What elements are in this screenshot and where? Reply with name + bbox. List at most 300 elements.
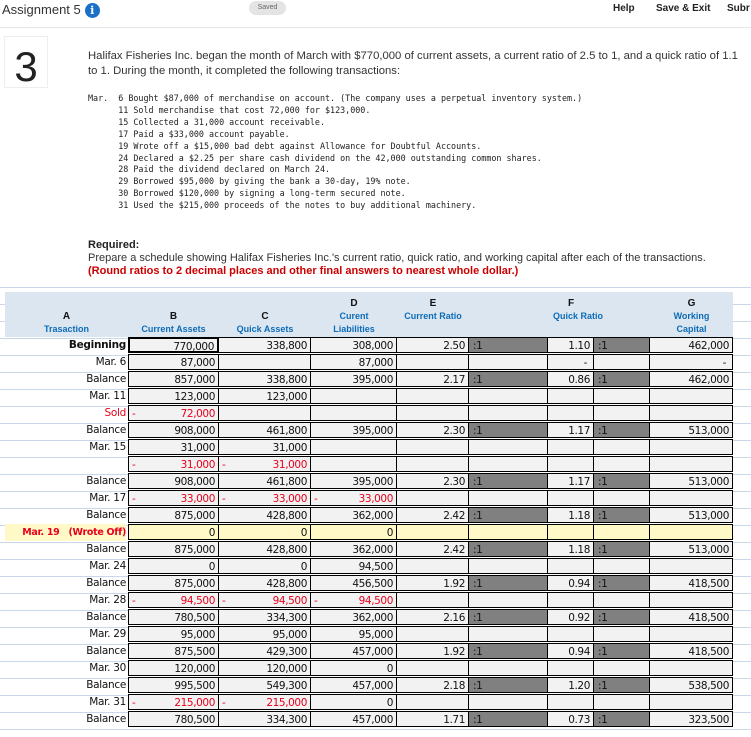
current-ratio-cell[interactable] xyxy=(397,609,469,625)
cell-value: 2.30 xyxy=(443,425,465,437)
current-liabilities-cell[interactable] xyxy=(311,422,397,438)
working-capital-cell[interactable] xyxy=(650,541,733,557)
current-liabilities-cell[interactable] xyxy=(311,575,397,591)
current-ratio-cell[interactable] xyxy=(397,422,469,438)
quick-assets-cell[interactable] xyxy=(219,456,311,472)
current-assets-cell[interactable] xyxy=(128,711,219,727)
working-capital-cell[interactable] xyxy=(650,694,733,710)
cell-value: 362,000 xyxy=(352,544,393,556)
quick-assets-cell[interactable] xyxy=(219,473,311,489)
current-assets-cell[interactable] xyxy=(128,354,219,370)
working-capital-cell[interactable] xyxy=(650,456,733,472)
cell-value: 95,000 xyxy=(180,629,215,641)
current-assets-cell[interactable] xyxy=(128,456,219,472)
quick-ratio-cell[interactable] xyxy=(548,524,594,540)
help-button[interactable]: Help xyxy=(613,3,635,14)
quick-assets-cell[interactable] xyxy=(219,541,311,557)
current-assets-cell[interactable] xyxy=(128,405,219,421)
transaction-label: Balance xyxy=(86,424,126,436)
current-ratio-suffix: :1 xyxy=(469,507,548,523)
quick-ratio-cell[interactable] xyxy=(548,354,594,370)
quick-ratio-suffix[interactable] xyxy=(594,558,650,574)
column-letter: C xyxy=(261,311,269,322)
quick-assets-cell[interactable] xyxy=(219,422,311,438)
cell-value: 875,000 xyxy=(174,510,215,522)
cell-value: 1.92 xyxy=(443,646,465,658)
current-ratio-cell[interactable] xyxy=(397,507,469,523)
current-ratio-cell[interactable] xyxy=(397,490,469,506)
current-ratio-suffix[interactable] xyxy=(469,592,548,608)
current-ratio-suffix[interactable] xyxy=(469,626,548,642)
cell-value: - xyxy=(583,357,587,369)
current-liabilities-cell[interactable] xyxy=(311,405,397,421)
cell-value: 120,000 xyxy=(266,663,307,675)
transaction-label: Mar. 31 xyxy=(89,696,126,708)
transaction-label: Mar. 28 xyxy=(89,594,126,606)
grid-line xyxy=(0,729,751,730)
table-row xyxy=(0,456,751,473)
table-row xyxy=(0,609,751,626)
cell-value: 87,000 xyxy=(358,357,393,369)
quick-ratio-suffix: :1 xyxy=(594,473,650,489)
current-assets-cell[interactable] xyxy=(128,694,219,710)
minus-sign: - xyxy=(132,459,136,471)
current-liabilities-cell[interactable] xyxy=(311,558,397,574)
working-capital-cell[interactable] xyxy=(650,524,733,540)
question-number: 3 xyxy=(4,36,48,88)
current-ratio-suffix: :1 xyxy=(469,575,548,591)
cell-value: 215,000 xyxy=(174,697,215,709)
current-ratio-cell[interactable] xyxy=(397,592,469,608)
current-liabilities-cell[interactable] xyxy=(311,473,397,489)
cell-value: 462,000 xyxy=(688,340,729,352)
working-capital-cell[interactable] xyxy=(650,711,733,727)
quick-ratio-cell[interactable] xyxy=(548,422,594,438)
quick-assets-cell[interactable] xyxy=(219,507,311,523)
minus-sign: - xyxy=(132,595,136,607)
transaction-label xyxy=(5,456,126,473)
quick-ratio-cell[interactable] xyxy=(548,439,594,455)
cell-value: 94,500 xyxy=(180,595,215,607)
current-ratio-cell[interactable] xyxy=(397,575,469,591)
quick-ratio-cell[interactable] xyxy=(548,575,594,591)
working-capital-cell[interactable] xyxy=(650,371,733,387)
current-liabilities-cell[interactable] xyxy=(311,660,397,676)
table-row xyxy=(0,524,751,541)
current-ratio-cell[interactable] xyxy=(397,558,469,574)
column-title: Curent Liabilities xyxy=(333,311,375,334)
column-title: Trasaction xyxy=(43,324,90,334)
column-header-g xyxy=(650,297,733,336)
transaction-label: Balance xyxy=(86,645,126,657)
working-capital-cell[interactable] xyxy=(650,609,733,625)
current-ratio-cell[interactable] xyxy=(397,456,469,472)
quick-assets-cell[interactable] xyxy=(219,524,311,540)
current-ratio-suffix[interactable] xyxy=(469,456,548,472)
cell-value: 2.18 xyxy=(443,680,465,692)
cell-value: 308,000 xyxy=(352,340,393,352)
cell-value: 429,300 xyxy=(266,646,307,658)
current-liabilities-cell[interactable] xyxy=(311,507,397,523)
transaction-label: Mar. 11 xyxy=(89,390,126,402)
current-ratio-cell[interactable] xyxy=(397,660,469,676)
current-assets-cell[interactable] xyxy=(128,677,219,693)
current-ratio-suffix[interactable] xyxy=(469,694,548,710)
minus-sign: - xyxy=(222,459,226,471)
quick-ratio-cell[interactable] xyxy=(548,507,594,523)
quick-ratio-cell[interactable] xyxy=(548,388,594,404)
current-liabilities-cell[interactable] xyxy=(311,371,397,387)
quick-ratio-suffix[interactable] xyxy=(594,354,650,370)
transaction-label: Sold xyxy=(104,407,126,419)
quick-ratio-suffix: :1 xyxy=(594,337,650,353)
cell-value: 0 xyxy=(208,561,215,573)
current-liabilities-cell[interactable] xyxy=(311,711,397,727)
minus-sign: - xyxy=(314,595,318,607)
quick-ratio-cell[interactable] xyxy=(548,456,594,472)
working-capital-cell[interactable] xyxy=(650,677,733,693)
quick-assets-cell[interactable] xyxy=(219,490,311,506)
table-row xyxy=(0,626,751,643)
quick-ratio-suffix: :1 xyxy=(594,575,650,591)
cell-value: 857,000 xyxy=(174,374,215,386)
working-capital-cell[interactable] xyxy=(650,490,733,506)
cell-value: 1.20 xyxy=(568,680,590,692)
required-label: Required: xyxy=(88,239,140,251)
minus-sign: - xyxy=(132,697,136,709)
quick-ratio-suffix: :1 xyxy=(594,677,650,693)
quick-assets-cell[interactable] xyxy=(219,711,311,727)
cell-value: 0 xyxy=(208,527,215,539)
quick-ratio-suffix[interactable] xyxy=(594,490,650,506)
cell-value: 362,000 xyxy=(352,612,393,624)
quick-ratio-suffix[interactable] xyxy=(594,694,650,710)
info-icon[interactable]: i xyxy=(85,3,100,18)
column-title: Quick Assets xyxy=(236,324,294,334)
table-row xyxy=(0,575,751,592)
quick-assets-cell[interactable] xyxy=(219,558,311,574)
minus-sign: - xyxy=(222,493,226,505)
cell-value: 770,000 xyxy=(173,341,214,353)
quick-assets-cell[interactable] xyxy=(219,439,311,455)
quick-ratio-suffix[interactable] xyxy=(594,439,650,455)
cell-value: 334,300 xyxy=(266,714,307,726)
column-letter: F xyxy=(567,298,575,309)
cell-value: 95,000 xyxy=(358,629,393,641)
cell-value: 780,500 xyxy=(174,714,215,726)
quick-ratio-cell[interactable] xyxy=(548,711,594,727)
submit-button[interactable]: Subr xyxy=(727,3,750,14)
table-row xyxy=(0,592,751,609)
cell-value: 513,000 xyxy=(688,544,729,556)
cell-value: 94,500 xyxy=(358,561,393,573)
current-liabilities-cell[interactable] xyxy=(311,337,397,353)
table-row xyxy=(0,558,751,575)
quick-assets-cell[interactable] xyxy=(219,609,311,625)
working-capital-cell[interactable] xyxy=(650,575,733,591)
quick-ratio-cell[interactable] xyxy=(548,337,594,353)
cell-value: 87,000 xyxy=(180,357,215,369)
quick-assets-cell[interactable] xyxy=(219,405,311,421)
cell-value: 33,000 xyxy=(358,493,393,505)
current-liabilities-cell[interactable] xyxy=(311,592,397,608)
transaction-label: Balance xyxy=(86,475,126,487)
transaction-label: Mar. 24 xyxy=(89,560,126,572)
cell-value: 461,800 xyxy=(266,476,307,488)
current-assets-cell[interactable] xyxy=(128,473,219,489)
quick-ratio-suffix[interactable] xyxy=(594,592,650,608)
column-letter: B xyxy=(169,311,178,322)
quick-ratio-cell[interactable] xyxy=(548,660,594,676)
current-liabilities-cell[interactable] xyxy=(311,541,397,557)
quick-ratio-suffix: :1 xyxy=(594,422,650,438)
current-assets-cell[interactable] xyxy=(128,439,219,455)
current-liabilities-cell[interactable] xyxy=(311,609,397,625)
transaction-label: Balance xyxy=(86,611,126,623)
current-ratio-suffix[interactable] xyxy=(469,524,548,540)
working-capital-cell[interactable] xyxy=(650,558,733,574)
working-capital-cell[interactable] xyxy=(650,405,733,421)
current-ratio-cell[interactable] xyxy=(397,388,469,404)
column-header-e xyxy=(397,297,469,323)
quick-ratio-suffix: :1 xyxy=(594,609,650,625)
working-capital-cell[interactable] xyxy=(650,660,733,676)
table-row xyxy=(0,660,751,677)
saved-status: Saved xyxy=(249,1,286,15)
quick-ratio-suffix[interactable] xyxy=(594,524,650,540)
minus-sign: - xyxy=(132,408,136,420)
minus-sign: - xyxy=(222,697,226,709)
transaction-label: Balance xyxy=(86,713,126,725)
current-liabilities-cell[interactable] xyxy=(311,456,397,472)
current-ratio-cell[interactable] xyxy=(397,711,469,727)
quick-ratio-cell[interactable] xyxy=(548,677,594,693)
table-row xyxy=(0,388,751,405)
current-ratio-suffix[interactable] xyxy=(469,354,548,370)
column-letter: D xyxy=(350,298,358,309)
quick-ratio-cell[interactable] xyxy=(548,558,594,574)
cell-value: 1.17 xyxy=(568,425,590,437)
cell-value: 1.18 xyxy=(568,510,590,522)
current-liabilities-cell[interactable] xyxy=(311,388,397,404)
quick-assets-cell[interactable] xyxy=(219,660,311,676)
cell-value: 33,000 xyxy=(272,493,307,505)
current-ratio-cell[interactable] xyxy=(397,473,469,489)
current-ratio-cell[interactable] xyxy=(397,439,469,455)
current-liabilities-cell[interactable] xyxy=(311,354,397,370)
current-assets-cell[interactable] xyxy=(128,660,219,676)
current-ratio-suffix[interactable] xyxy=(469,405,548,421)
quick-ratio-suffix[interactable] xyxy=(594,660,650,676)
quick-assets-cell[interactable] xyxy=(219,388,311,404)
current-liabilities-cell[interactable] xyxy=(311,490,397,506)
current-assets-cell[interactable] xyxy=(128,490,219,506)
current-ratio-cell[interactable] xyxy=(397,405,469,421)
current-ratio-suffix[interactable] xyxy=(469,490,548,506)
cell-value: 338,800 xyxy=(266,340,307,352)
cell-value: 31,000 xyxy=(180,442,215,454)
cell-value: - xyxy=(722,357,726,369)
quick-ratio-cell[interactable] xyxy=(548,592,594,608)
cell-value: 362,000 xyxy=(352,510,393,522)
quick-ratio-cell[interactable] xyxy=(548,643,594,659)
column-letter: E xyxy=(429,298,437,309)
current-ratio-suffix: :1 xyxy=(469,609,548,625)
quick-assets-cell[interactable] xyxy=(219,677,311,693)
current-liabilities-cell[interactable] xyxy=(311,626,397,642)
current-ratio-cell[interactable] xyxy=(397,524,469,540)
quick-ratio-cell[interactable] xyxy=(548,626,594,642)
quick-assets-cell[interactable] xyxy=(219,592,311,608)
table-row xyxy=(0,643,751,660)
quick-ratio-cell[interactable] xyxy=(548,473,594,489)
cell-value: 95,000 xyxy=(272,629,307,641)
question-intro: Halifax Fisheries Inc. began the month of March with $770,000 of current assets, a current ratio of 2.5 to 1, and a quick ratio of 1.1 to 1. During the month, it completed the following transactions: xyxy=(88,50,738,77)
current-assets-cell[interactable] xyxy=(128,337,219,353)
quick-ratio-cell[interactable] xyxy=(548,371,594,387)
quick-assets-cell[interactable] xyxy=(219,694,311,710)
current-assets-cell[interactable] xyxy=(128,524,219,540)
quick-ratio-cell[interactable] xyxy=(548,694,594,710)
current-assets-cell[interactable] xyxy=(128,643,219,659)
cell-value: 780,500 xyxy=(174,612,215,624)
quick-assets-cell[interactable] xyxy=(219,337,311,353)
quick-assets-cell[interactable] xyxy=(219,371,311,387)
current-assets-cell[interactable] xyxy=(128,592,219,608)
quick-ratio-suffix[interactable] xyxy=(594,388,650,404)
quick-ratio-suffix[interactable] xyxy=(594,405,650,421)
working-capital-cell[interactable] xyxy=(650,643,733,659)
table-row xyxy=(0,439,751,456)
current-liabilities-cell[interactable] xyxy=(311,677,397,693)
table-row xyxy=(0,337,751,354)
save-exit-button[interactable]: Save & Exit xyxy=(656,3,711,14)
working-capital-cell[interactable] xyxy=(650,354,733,370)
quick-ratio-cell[interactable] xyxy=(548,609,594,625)
quick-assets-cell[interactable] xyxy=(219,354,311,370)
transaction-label: Beginning xyxy=(68,339,126,351)
current-ratio-cell[interactable] xyxy=(397,354,469,370)
quick-ratio-cell[interactable] xyxy=(548,541,594,557)
required-section xyxy=(88,239,728,278)
quick-ratio-cell[interactable] xyxy=(548,405,594,421)
table-row xyxy=(0,677,751,694)
cell-value: 338,800 xyxy=(266,374,307,386)
cell-value: 461,800 xyxy=(266,425,307,437)
current-ratio-cell[interactable] xyxy=(397,694,469,710)
working-capital-cell[interactable] xyxy=(650,626,733,642)
quick-assets-cell[interactable] xyxy=(219,643,311,659)
current-liabilities-cell[interactable] xyxy=(311,694,397,710)
current-ratio-cell[interactable] xyxy=(397,643,469,659)
cell-value: 2.16 xyxy=(443,612,465,624)
column-title: Current Assets xyxy=(141,324,206,334)
current-assets-cell[interactable] xyxy=(128,558,219,574)
working-capital-cell[interactable] xyxy=(650,507,733,523)
current-ratio-suffix[interactable] xyxy=(469,558,548,574)
transaction-label: Mar. 17 xyxy=(89,492,126,504)
cell-value: 456,500 xyxy=(352,578,393,590)
cell-value: 418,500 xyxy=(688,578,729,590)
current-ratio-suffix[interactable] xyxy=(469,660,548,676)
cell-value: 395,000 xyxy=(352,476,393,488)
cell-value: 120,000 xyxy=(174,663,215,675)
cell-value: 215,000 xyxy=(266,697,307,709)
current-liabilities-cell[interactable] xyxy=(311,524,397,540)
working-capital-cell[interactable] xyxy=(650,422,733,438)
current-assets-cell[interactable] xyxy=(128,626,219,642)
working-capital-cell[interactable] xyxy=(650,388,733,404)
current-assets-cell[interactable] xyxy=(128,422,219,438)
working-capital-cell[interactable] xyxy=(650,337,733,353)
cell-value: 94,500 xyxy=(272,595,307,607)
current-assets-cell[interactable] xyxy=(128,388,219,404)
current-ratio-cell[interactable] xyxy=(397,337,469,353)
current-assets-cell[interactable] xyxy=(128,371,219,387)
current-ratio-suffix[interactable] xyxy=(469,388,548,404)
cell-value: 875,500 xyxy=(174,646,215,658)
current-liabilities-cell[interactable] xyxy=(311,643,397,659)
current-liabilities-cell[interactable] xyxy=(311,439,397,455)
current-ratio-cell[interactable] xyxy=(397,371,469,387)
current-ratio-cell[interactable] xyxy=(397,541,469,557)
cell-value: 123,000 xyxy=(266,391,307,403)
current-ratio-cell[interactable] xyxy=(397,626,469,642)
current-assets-cell[interactable] xyxy=(128,507,219,523)
cell-value: 0.94 xyxy=(568,646,590,658)
cell-value: 0 xyxy=(300,527,307,539)
cell-value: 418,500 xyxy=(688,646,729,658)
table-header xyxy=(5,292,733,337)
quick-ratio-suffix: :1 xyxy=(594,541,650,557)
quick-ratio-suffix: :1 xyxy=(594,371,650,387)
table-row xyxy=(0,694,751,711)
current-ratio-cell[interactable] xyxy=(397,677,469,693)
cell-value: 2.17 xyxy=(443,374,465,386)
cell-value: 123,000 xyxy=(174,391,215,403)
quick-ratio-cell[interactable] xyxy=(548,490,594,506)
column-letter: G xyxy=(687,298,696,309)
current-assets-cell[interactable] xyxy=(128,609,219,625)
current-ratio-suffix: :1 xyxy=(469,541,548,557)
quick-ratio-suffix[interactable] xyxy=(594,626,650,642)
quick-assets-cell[interactable] xyxy=(219,626,311,642)
quick-assets-cell[interactable] xyxy=(219,575,311,591)
quick-ratio-suffix[interactable] xyxy=(594,456,650,472)
cell-value: 2.30 xyxy=(443,476,465,488)
current-assets-cell[interactable] xyxy=(128,575,219,591)
column-title: Quick Ratio xyxy=(552,311,603,321)
cell-value: 31,000 xyxy=(180,459,215,471)
current-assets-cell[interactable] xyxy=(128,541,219,557)
working-capital-cell[interactable] xyxy=(650,439,733,455)
cell-value: 0 xyxy=(386,663,393,675)
table-row xyxy=(0,490,751,507)
table-row xyxy=(0,711,751,728)
transaction-label: Mar. 6 xyxy=(95,356,126,368)
assignment-name: Assignment 5 xyxy=(2,2,81,17)
cell-value: 31,000 xyxy=(272,442,307,454)
cell-value: 0.73 xyxy=(568,714,590,726)
working-capital-cell[interactable] xyxy=(650,592,733,608)
cell-value: 908,000 xyxy=(174,425,215,437)
current-ratio-suffix[interactable] xyxy=(469,439,548,455)
column-letter: A xyxy=(62,311,71,322)
cell-value: 457,000 xyxy=(352,714,393,726)
cell-value: 334,300 xyxy=(266,612,307,624)
minus-sign: - xyxy=(222,595,226,607)
working-capital-cell[interactable] xyxy=(650,473,733,489)
